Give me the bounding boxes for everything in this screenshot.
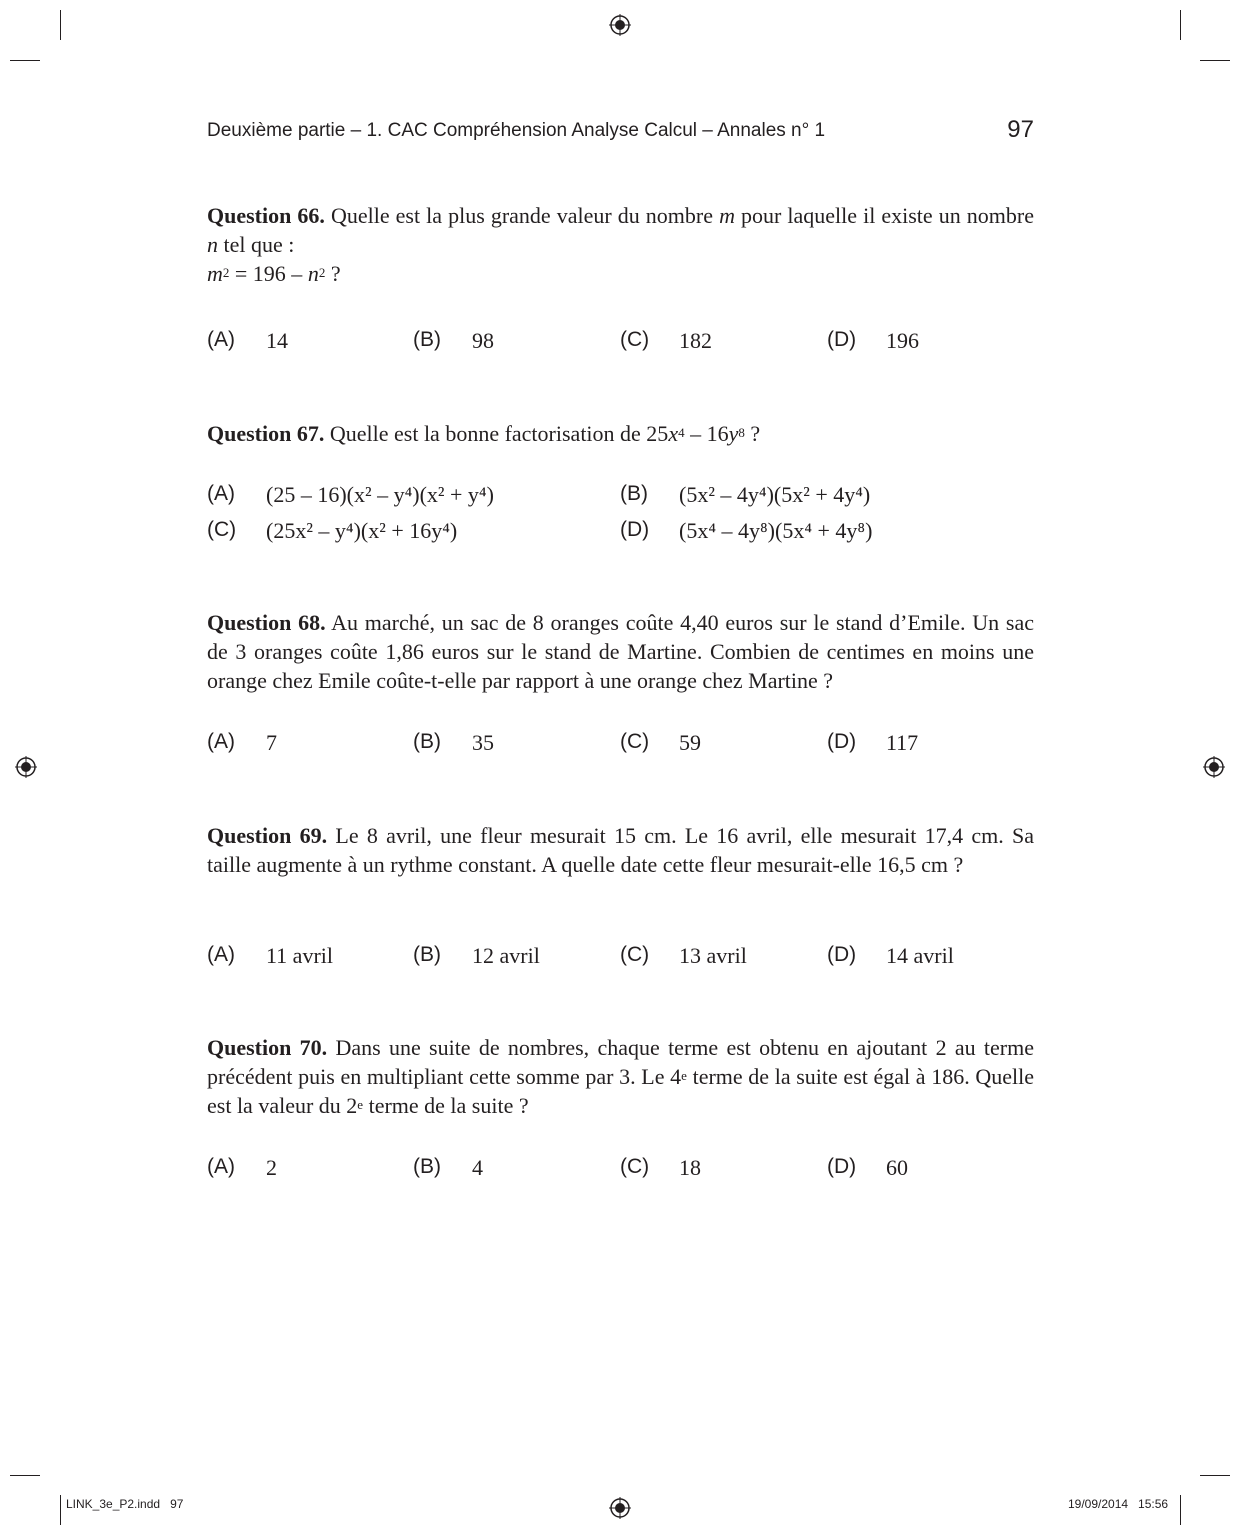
footer-timestamp: 19/09/2014 15:56: [1068, 1497, 1169, 1511]
option-letter: (D): [827, 943, 857, 966]
option-letter: (D): [620, 518, 650, 541]
crop-mark: [1200, 60, 1230, 61]
option-value: (25 – 16)(x² – y⁴)(x² + y⁴): [266, 482, 494, 507]
option-letter: (B): [413, 943, 441, 966]
option-letter: (B): [413, 328, 441, 351]
question-69: [207, 821, 1034, 879]
answer-options: [207, 943, 1034, 973]
option-value: 182: [679, 328, 712, 353]
option-value: 14: [266, 328, 288, 353]
option-value: 59: [679, 730, 701, 755]
option-letter: (C): [207, 518, 237, 541]
crop-mark: [1180, 1495, 1181, 1525]
exponent: 2: [222, 265, 230, 280]
option-value: 12 avril: [472, 943, 540, 968]
page-number: 97: [1007, 116, 1034, 143]
option-letter: (D): [827, 328, 857, 351]
crop-mark: [1180, 10, 1181, 40]
option-letter: (B): [413, 1155, 441, 1178]
option-letter: (C): [620, 1155, 650, 1178]
variable: x: [668, 421, 679, 446]
question-70: [207, 1033, 1034, 1120]
option-value: 117: [886, 730, 919, 755]
option-value: 196: [886, 328, 919, 353]
option-value: 98: [472, 328, 494, 353]
question-66: [207, 201, 1034, 288]
exponent: 8: [738, 425, 745, 440]
question-text: terme de la suite ?: [363, 1093, 529, 1118]
option-value: 4: [472, 1155, 483, 1180]
option-value: (5x⁴ – 4y⁸)(5x⁴ + 4y⁸): [679, 518, 873, 543]
option-value: (25x² – y⁴)(x² + 16y⁴): [266, 518, 458, 543]
registration-mark-icon: [609, 1497, 631, 1519]
variable: m: [719, 203, 735, 228]
answer-options: [207, 328, 1034, 358]
variable: m: [207, 261, 223, 286]
crop-mark: [1200, 1475, 1230, 1476]
equation-text: = 196 –: [229, 261, 308, 286]
variable: n: [207, 232, 218, 257]
ordinal-suffix: e: [357, 1097, 364, 1112]
question-number: Question 66.: [207, 203, 325, 228]
answer-options: [207, 482, 1034, 512]
option-letter: (B): [413, 730, 441, 753]
option-value: 2: [266, 1155, 277, 1180]
question-text: Au marché, un sac de 8 oranges coûte 4,40 euros sur le stand d’Emile. Un sac de 3 oranges coûte 1,86 euros sur le stand de Martine. Combien de centimes en moins une orange chez Emile coûte-t-elle par rapport à une orange chez Martine ?: [207, 610, 1034, 693]
question-67: [207, 419, 1034, 448]
option-value: 14 avril: [886, 943, 954, 968]
question-text: Dans une suite de nombres, chaque terme est obtenu en ajoutant 2 au terme précédent puis en multipliant cette somme par 3. Le 4: [207, 1035, 1034, 1089]
option-value: 18: [679, 1155, 701, 1180]
equation-text: ?: [325, 261, 341, 286]
crop-mark: [10, 1475, 40, 1476]
running-header: [207, 116, 1034, 146]
registration-mark-icon: [609, 14, 631, 36]
answer-options: [207, 730, 1034, 760]
option-value: 60: [886, 1155, 908, 1180]
option-letter: (C): [620, 730, 650, 753]
question-text: terme de la suite est égal à 186. Quelle est la valeur du 2: [207, 1064, 1034, 1118]
question-number: Question 67.: [207, 421, 325, 446]
question-text: tel que :: [218, 232, 295, 257]
crop-mark: [10, 60, 40, 61]
option-value: 13 avril: [679, 943, 747, 968]
registration-mark-icon: [1203, 756, 1225, 778]
question-number: Question 69.: [207, 823, 328, 848]
question-equation: [207, 261, 341, 286]
crop-mark: [60, 10, 61, 40]
option-letter: (A): [207, 482, 235, 505]
answer-options: [207, 1155, 1034, 1185]
question-text: pour laquelle il existe un nombre: [734, 203, 1034, 228]
footer-file: LINK_3e_P2.indd 97: [66, 1497, 184, 1511]
option-letter: (A): [207, 1155, 235, 1178]
option-letter: (C): [620, 328, 650, 351]
header-title: Deuxième partie – 1. CAC Compréhension Analyse Calcul – Annales n° 1: [207, 120, 826, 141]
question-number: Question 68.: [207, 610, 326, 635]
variable: n: [307, 261, 319, 286]
option-letter: (C): [620, 943, 650, 966]
question-text: – 16: [684, 421, 729, 446]
exponent: 2: [318, 265, 326, 280]
option-letter: (A): [207, 943, 235, 966]
option-letter: (A): [207, 328, 235, 351]
option-value: (5x² – 4y⁴)(5x² + 4y⁴): [679, 482, 871, 507]
question-number: Question 70.: [207, 1035, 328, 1060]
crop-mark: [60, 1495, 61, 1525]
ordinal-suffix: e: [681, 1068, 687, 1083]
registration-mark-icon: [15, 756, 37, 778]
question-text: Quelle est la bonne factorisation de 25: [329, 421, 669, 446]
exponent: 4: [678, 425, 685, 440]
question-text: Quelle est la plus grande valeur du nombre: [330, 203, 720, 228]
question-68: [207, 608, 1034, 695]
option-letter: (B): [620, 482, 648, 505]
option-value: 35: [472, 730, 494, 755]
option-value: 11 avril: [266, 943, 333, 968]
option-letter: (D): [827, 1155, 857, 1178]
question-text: ?: [744, 421, 761, 446]
option-letter: (A): [207, 730, 235, 753]
option-value: 7: [266, 730, 277, 755]
variable: y: [728, 421, 739, 446]
answer-options: [207, 518, 1034, 548]
question-text: Le 8 avril, une fleur mesurait 15 cm. Le 16 avril, elle mesurait 17,4 cm. Sa taille augmente à un rythme constant. A quelle date cette fleur mesurait-elle 16,5 cm ?: [207, 823, 1034, 877]
option-letter: (D): [827, 730, 857, 753]
